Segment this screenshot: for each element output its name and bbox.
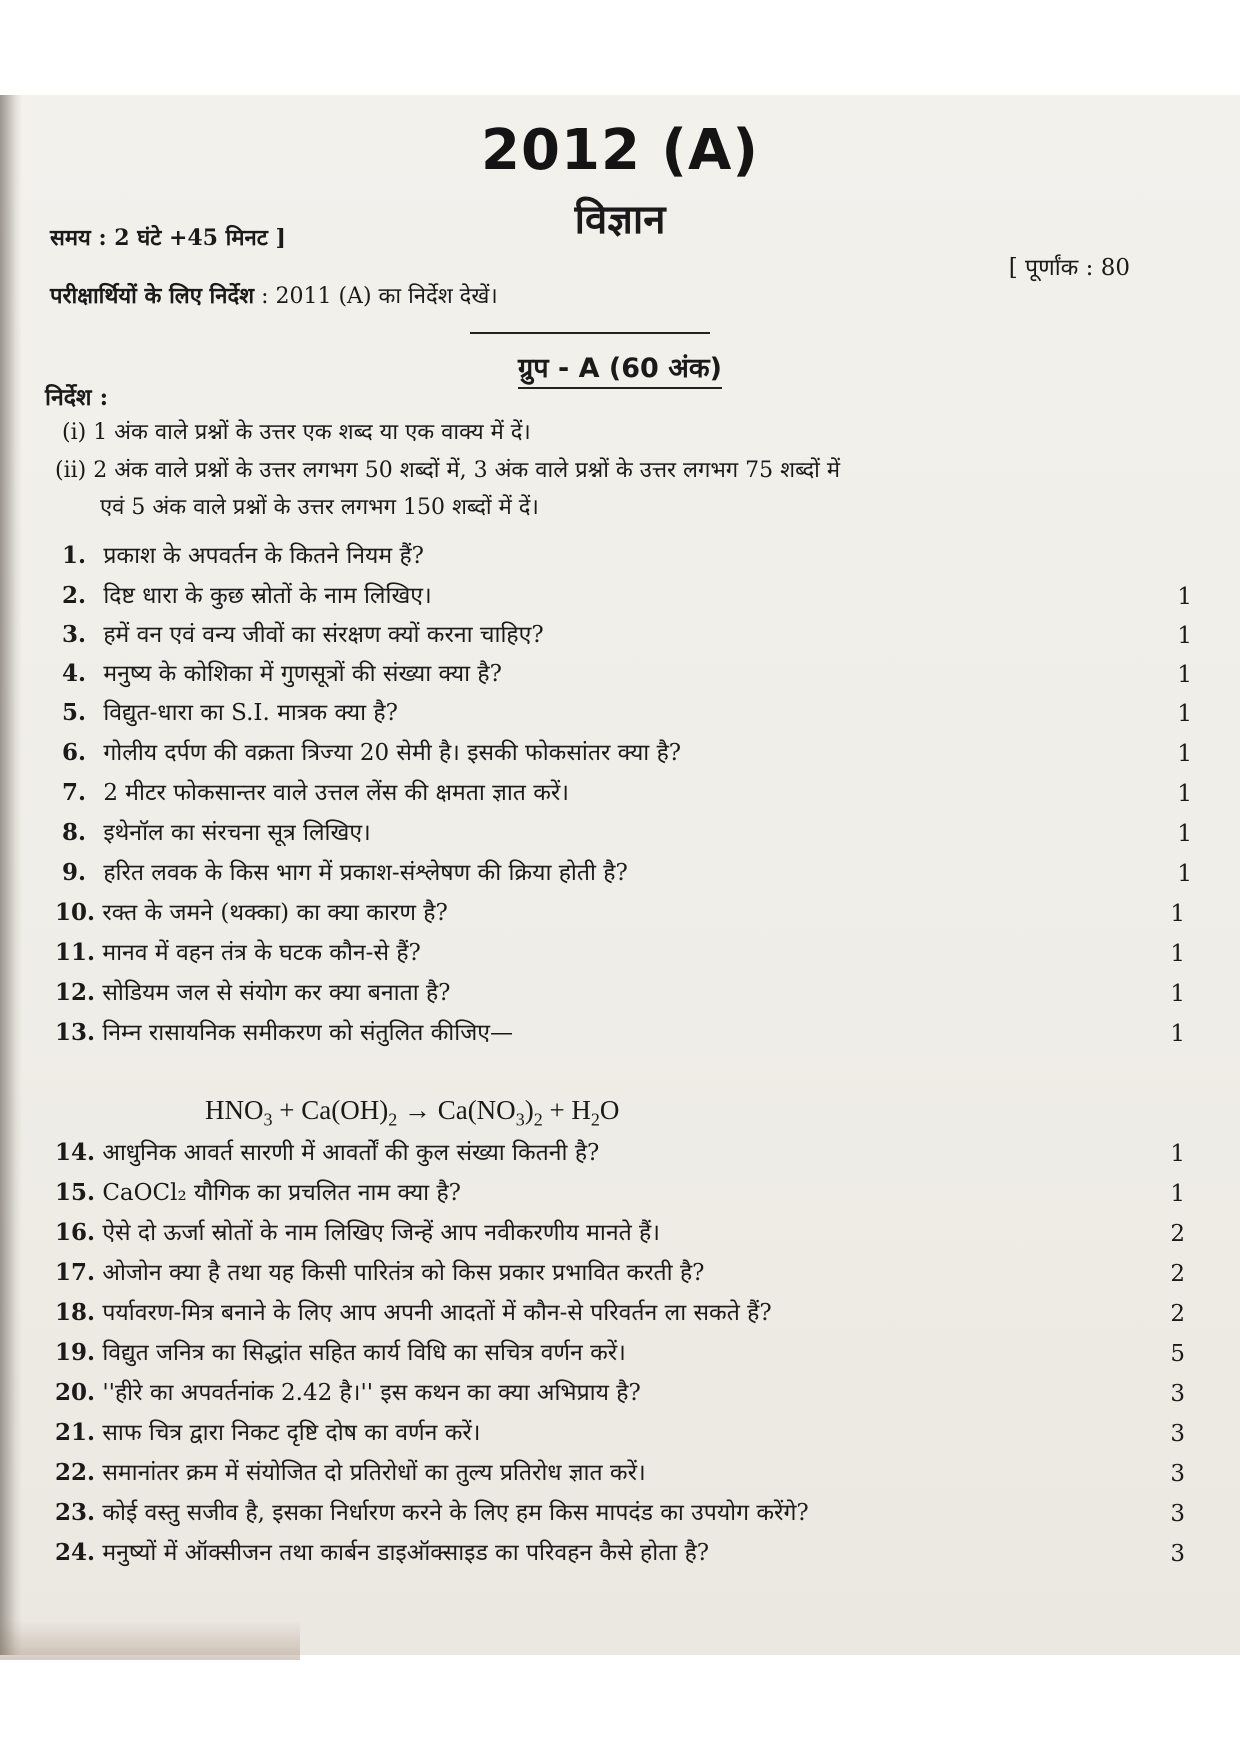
question-number: 15. <box>55 1179 96 1206</box>
question-text: सोडियम जल से संयोग कर क्या बनाता है? <box>102 980 451 1006</box>
question-20 <box>55 1375 1185 1413</box>
question-marks: 1 <box>1170 901 1185 927</box>
question-text: विद्युत जनित्र का सिद्धांत सहित कार्य विधि का सचित्र वर्णन करें। <box>102 1340 626 1366</box>
exam-year-title: 2012 (A) <box>481 118 759 183</box>
question-number: 12. <box>55 979 96 1006</box>
question-12 <box>55 975 1185 1013</box>
question-marks: 1 <box>1177 821 1192 847</box>
question-21 <box>55 1415 1185 1453</box>
question-text: कोई वस्तु सजीव है, इसका निर्धारण करने के लिए हम किस मापदंड का उपयोग करेंगे? <box>102 1500 809 1526</box>
question-number: 2. <box>62 582 87 609</box>
question-text: प्रकाश के अपवर्तन के कितने नियम हैं? <box>103 543 425 569</box>
question-text: रक्त के जमने (थक्का) का क्या कारण है? <box>102 900 448 926</box>
question-text: निम्न रासायनिक समीकरण को संतुलित कीजिए— <box>102 1020 513 1046</box>
question-5 <box>62 695 1192 733</box>
question-6 <box>62 735 1192 773</box>
question-text: दिष्ट धारा के कुछ स्रोतों के नाम लिखिए। <box>103 583 432 609</box>
question-text: हरित लवक के किस भाग में प्रकाश-संश्लेषण की क्रिया होती है? <box>103 860 628 886</box>
question-marks: 1 <box>1177 701 1192 727</box>
question-number: 23. <box>55 1499 96 1526</box>
question-10 <box>55 895 1185 933</box>
question-marks: 3 <box>1170 1381 1185 1407</box>
note-line-2: (ii) 2 अंक वाले प्रश्नों के उत्तर लगभग 50 शब्दों में, 3 अंक वाले प्रश्नों के उत्तर लगभग 75 शब्दों में <box>55 458 840 483</box>
question-marks: 1 <box>1170 941 1185 967</box>
question-text: मानव में वहन तंत्र के घटक कौन-से हैं? <box>102 940 421 966</box>
question-text: इथेनॉल का संरचना सूत्र लिखिए। <box>103 820 371 846</box>
question-4 <box>62 656 1192 694</box>
question-marks: 3 <box>1170 1461 1185 1487</box>
question-marks: 1 <box>1177 741 1192 767</box>
question-number: 13. <box>55 1019 96 1046</box>
question-text: मनुष्यों में ऑक्सीजन तथा कार्बन डाइऑक्साइड का परिवहन कैसे होता है? <box>102 1540 710 1566</box>
question-number: 22. <box>55 1459 96 1486</box>
question-number: 14. <box>55 1139 96 1166</box>
question-number: 20. <box>55 1379 96 1406</box>
question-number: 7. <box>62 779 87 806</box>
question-3 <box>62 617 1192 655</box>
question-22 <box>55 1455 1185 1493</box>
question-text: CaOCl₂ यौगिक का प्रचलित नाम क्या है? <box>102 1180 461 1206</box>
question-marks: 2 <box>1170 1221 1185 1247</box>
question-marks: 1 <box>1170 1021 1185 1047</box>
question-marks: 1 <box>1177 861 1192 887</box>
question-marks: 1 <box>1177 623 1192 649</box>
question-14 <box>55 1135 1185 1173</box>
question-number: 6. <box>62 739 87 766</box>
question-text: आधुनिक आवर्त सारणी में आवर्तों की कुल संख्या कितनी है? <box>102 1140 600 1166</box>
question-18 <box>55 1295 1185 1333</box>
question-number: 4. <box>62 660 87 687</box>
question-number: 16. <box>55 1219 96 1246</box>
question-marks: 1 <box>1177 662 1192 688</box>
question-number: 19. <box>55 1339 96 1366</box>
question-number: 18. <box>55 1299 96 1326</box>
question-13 <box>55 1015 1185 1053</box>
question-8 <box>62 815 1192 853</box>
question-number: 24. <box>55 1539 96 1566</box>
question-text: हमें वन एवं वन्य जीवों का संरक्षण क्यों करना चाहिए? <box>103 622 544 648</box>
question-19 <box>55 1335 1185 1373</box>
question-number: 17. <box>55 1259 96 1286</box>
question-number: 8. <box>62 819 87 846</box>
question-number: 10. <box>55 899 96 926</box>
question-marks: 1 <box>1177 584 1192 610</box>
instructions-text: : 2011 (A) का निर्देश देखें। <box>254 284 498 309</box>
question-text: 2 मीटर फोकसान्तर वाले उत्तल लेंस की क्षमता ज्ञात करें। <box>103 780 570 806</box>
question-number: 21. <box>55 1419 96 1446</box>
question-number: 9. <box>62 859 87 886</box>
question-number: 1. <box>62 542 87 569</box>
question-number: 5. <box>62 699 87 726</box>
question-15 <box>55 1175 1185 1213</box>
question-17 <box>55 1255 1185 1293</box>
question-marks: 2 <box>1170 1301 1185 1327</box>
question-7 <box>62 775 1192 813</box>
question-marks: 1 <box>1170 1181 1185 1207</box>
question-9 <box>62 855 1192 893</box>
notes-heading: निर्देश : <box>45 384 109 411</box>
exam-time: समय : 2 घंटे +45 मिनट ] <box>50 225 286 251</box>
question-text: मनुष्य के कोशिका में गुणसूत्रों की संख्या क्या है? <box>103 661 502 687</box>
full-marks: [ पूर्णांक : 80 <box>1008 255 1130 281</box>
instructions-label: परीक्षार्थियों के लिए निर्देश <box>50 283 255 309</box>
question-text: ''हीरे का अपवर्तनांक 2.42 है।'' इस कथन का क्या अभिप्राय है? <box>102 1380 641 1406</box>
question-text: विद्युत-धारा का S.I. मात्रक क्या है? <box>103 700 398 726</box>
chemical-equation: $HNO_3 + Ca(OH)_2 \to Ca(NO_3)_2 + H_2O$ <box>205 1095 620 1130</box>
note-line-1: (i) 1 अंक वाले प्रश्नों के उत्तर एक शब्द या एक वाक्य में दें। <box>62 420 531 445</box>
question-marks: 3 <box>1170 1421 1185 1447</box>
question-text: समानांतर क्रम में संयोजित दो प्रतिरोधों का तुल्य प्रतिरोध ज्ञात करें। <box>102 1460 646 1486</box>
question-23 <box>55 1495 1185 1533</box>
question-marks: 1 <box>1177 781 1192 807</box>
question-marks: 5 <box>1170 1341 1185 1367</box>
question-number: 3. <box>62 621 87 648</box>
group-heading-text: ग्रुप - A (60 अंक) <box>518 353 722 389</box>
question-marks: 1 <box>1170 981 1185 1007</box>
question-text: ओजोन क्या है तथा यह किसी पारितंत्र को किस प्रकार प्रभावित करती है? <box>102 1260 705 1286</box>
note-line-3: एवं 5 अंक वाले प्रश्नों के उत्तर लगभग 150 शब्दों में दें। <box>100 495 539 520</box>
question-24 <box>55 1535 1185 1573</box>
question-text: साफ चित्र द्वारा निकट दृष्टि दोष का वर्णन करें। <box>102 1420 481 1446</box>
question-number: 11. <box>55 939 96 966</box>
question-text: गोलीय दर्पण की वक्रता त्रिज्या 20 सेमी है। इसकी फोकसांतर क्या है? <box>103 740 682 766</box>
subject-title: विज्ञान <box>574 197 666 243</box>
question-text: पर्यावरण-मित्र बनाने के लिए आप अपनी आदतों में कौन-से परिवर्तन ला सकते हैं? <box>102 1300 772 1326</box>
question-2 <box>62 578 1192 616</box>
question-text: ऐसे दो ऊर्जा स्रोतों के नाम लिखिए जिन्हें आप नवीकरणीय मानते हैं। <box>102 1220 660 1246</box>
question-marks: 3 <box>1170 1541 1185 1567</box>
question-marks: 1 <box>1170 1141 1185 1167</box>
question-marks: 2 <box>1170 1261 1185 1287</box>
question-11 <box>55 935 1185 973</box>
question-marks: 3 <box>1170 1501 1185 1527</box>
question-16 <box>55 1215 1185 1253</box>
question-1 <box>62 538 1192 576</box>
